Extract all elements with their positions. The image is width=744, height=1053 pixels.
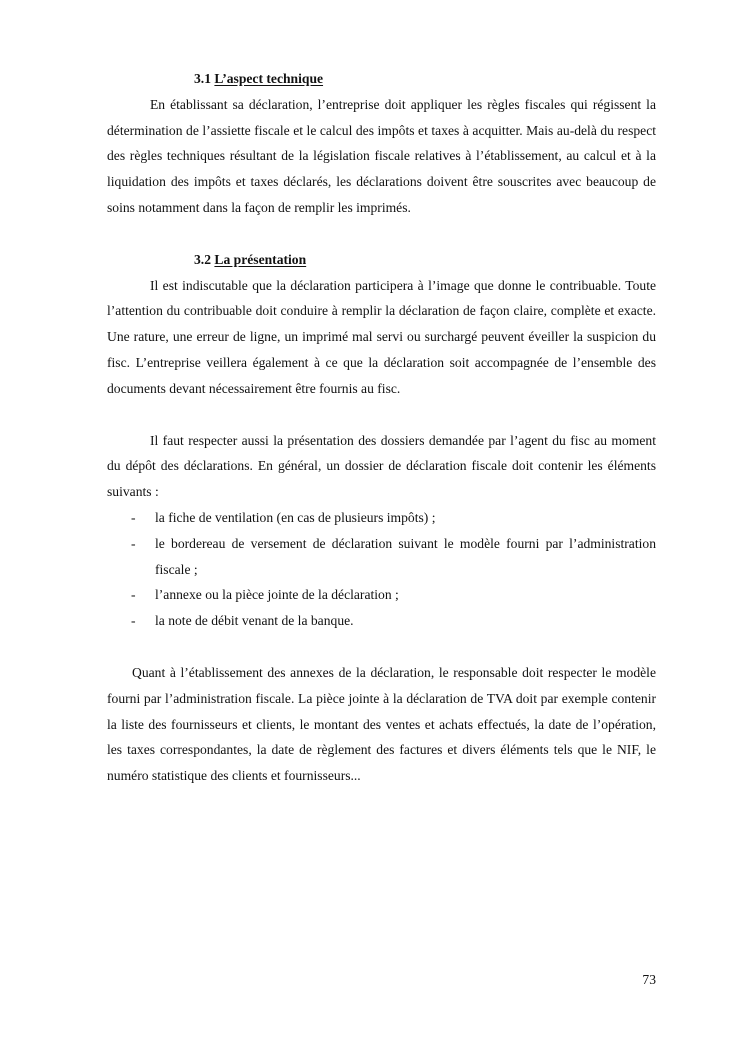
section-3-1-paragraph: En établissant sa déclaration, l’entreprise doit appliquer les règles fiscales qui régissent la détermination de l’assiette fiscale et le calcul des impôts et taxes à acquitter. Mais au-delà du respect des règles techniques résultant de la législation fiscale relatives à l’établissement, au calcul et à la liquidation des impôts et taxes déclarés, les déclarations doivent être souscrites avec beaucoup de soins notamment dans la façon de remplir les imprimés.: [107, 96, 656, 215]
section-3-2-paragraph-1: Il est indiscutable que la déclaration participera à l’image que donne le contribuable. Toute l’attention du contribuable doit conduire à remplir la déclaration de façon claire, complète et exacte. Une rature, une erreur de ligne, un imprimé mal servi ou surchargé peuvent éveiller la suspicion du fisc. L’entreprise veillera également à ce que la déclaration soit accompagnée de l’ensemble des documents devant nécessairement être fournis au fisc.: [107, 277, 656, 396]
list-item: [107, 582, 656, 608]
list-dash: -: [131, 535, 136, 551]
list-dash: -: [131, 613, 136, 629]
page-content: [107, 66, 656, 789]
document-list: [107, 505, 656, 634]
section-heading-3-1: [107, 66, 656, 92]
list-item: [107, 505, 656, 531]
list-dash: -: [131, 509, 136, 525]
page-number: 73: [642, 972, 656, 987]
section-heading-3-2: [107, 247, 656, 273]
section-number: 3.1: [194, 71, 211, 86]
section-number: 3.2: [194, 251, 211, 267]
list-item-text: la fiche de ventilation (en cas de plusieurs impôts) ;: [155, 509, 436, 525]
section-3-2-paragraph-3: Quant à l’établissement des annexes de la déclaration, le responsable doit respecter le modèle fourni par l’administration fiscale. La pièce jointe à la déclaration de TVA doit par exemple contenir la liste des fournisseurs et clients, le montant des ventes et achats effectués, la date de l’opération, les taxes correspondantes, la date de règlement des factures et divers éléments tels que le NIF, le numéro statistique des clients et fournisseurs...: [107, 664, 656, 784]
list-item-text: la note de débit venant de la banque.: [155, 613, 354, 629]
list-item-text: l’annexe ou la pièce jointe de la déclaration ;: [155, 587, 399, 603]
list-item: [107, 531, 656, 583]
spacer: [107, 221, 656, 247]
list-item: [107, 608, 656, 634]
section-3-2-paragraph-2: Il faut respecter aussi la présentation des dossiers demandée par l’agent du fisc au moment du dépôt des déclarations. En général, un dossier de déclaration fiscale doit contenir les éléments suivants :: [107, 432, 656, 500]
spacer: [107, 634, 656, 660]
list-item-text: le bordereau de versement de déclaration suivant le modèle fourni par l’administration fiscale ;: [155, 535, 656, 577]
spacer: [107, 402, 656, 428]
section-title: La présentation: [214, 251, 307, 267]
section-title: L’aspect technique: [214, 71, 324, 86]
list-dash: -: [131, 587, 136, 603]
